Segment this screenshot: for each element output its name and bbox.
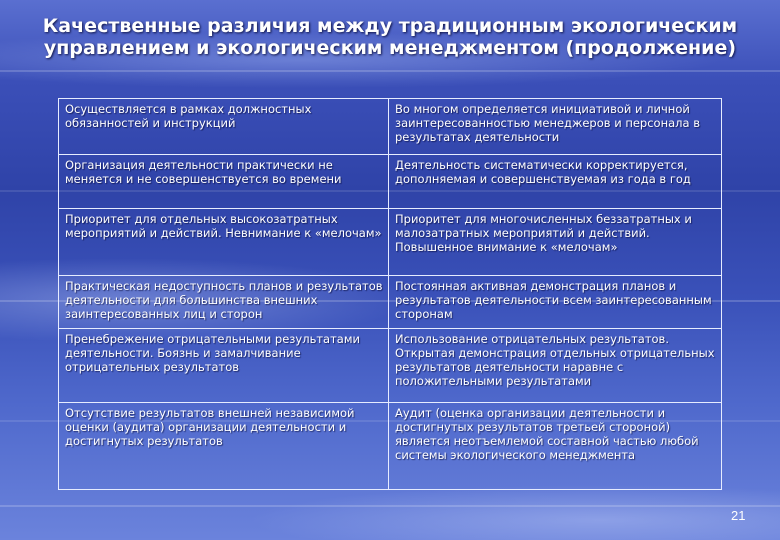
management-cell: Постоянная активная демонстрация планов и результатов деятельности всем заинтересованным сторонам	[395, 279, 712, 321]
traditional-cell: Осуществляется в рамках должностных обязанностей и инструкций	[59, 99, 389, 154]
traditional-cell: Приоритет для отдельных высокозатратных мероприятий и действий. Невнимание к «мелочам»	[59, 209, 389, 275]
comparison-table	[58, 98, 722, 490]
table-row	[59, 402, 721, 489]
table-row	[59, 275, 721, 328]
traditional-cell: Отсутствие результатов внешней независимой оценки (аудита) организации деятельности и достигнутых результатов	[59, 403, 389, 489]
management-cell: Приоритет для многочисленных беззатратных и малозатратных мероприятий и действий. Повышенное внимание к «мелочам»	[395, 212, 692, 254]
page-number: 21	[731, 508, 746, 523]
traditional-cell: Организация деятельности практически не меняется и не совершенствуется во времени	[59, 155, 389, 208]
traditional-cell: Пренебрежение отрицательными результатами деятельности. Боязнь и замалчивание отрицательных результатов	[59, 329, 389, 402]
table-row	[59, 328, 721, 402]
management-cell: Во многом определяется инициативой и личной заинтересованностью менеджеров и персонала в результатах деятельности	[395, 102, 700, 144]
management-cell: Использование отрицательных результатов. Открытая демонстрация отдельных отрицательных результатов деятельности наравне с положительными результатами	[395, 332, 715, 388]
table-row	[59, 154, 721, 208]
table-row	[59, 99, 721, 154]
management-cell: Аудит (оценка организации деятельности и достигнутых результатов третьей стороной) является неотъемлемой составной частью любой системы экологического менеджмента	[395, 406, 699, 462]
traditional-cell: Практическая недоступность планов и результатов деятельности для большинства внешних заинтересованных лиц и сторон	[59, 276, 389, 328]
table-row	[59, 208, 721, 275]
management-cell: Деятельность систематически корректируется, дополняемая и совершенствуемая из года в год	[395, 158, 691, 186]
slide-title: Качественные различия между традиционным экологическим управлением и экологическим менеджментом (продолжение)	[42, 15, 738, 59]
